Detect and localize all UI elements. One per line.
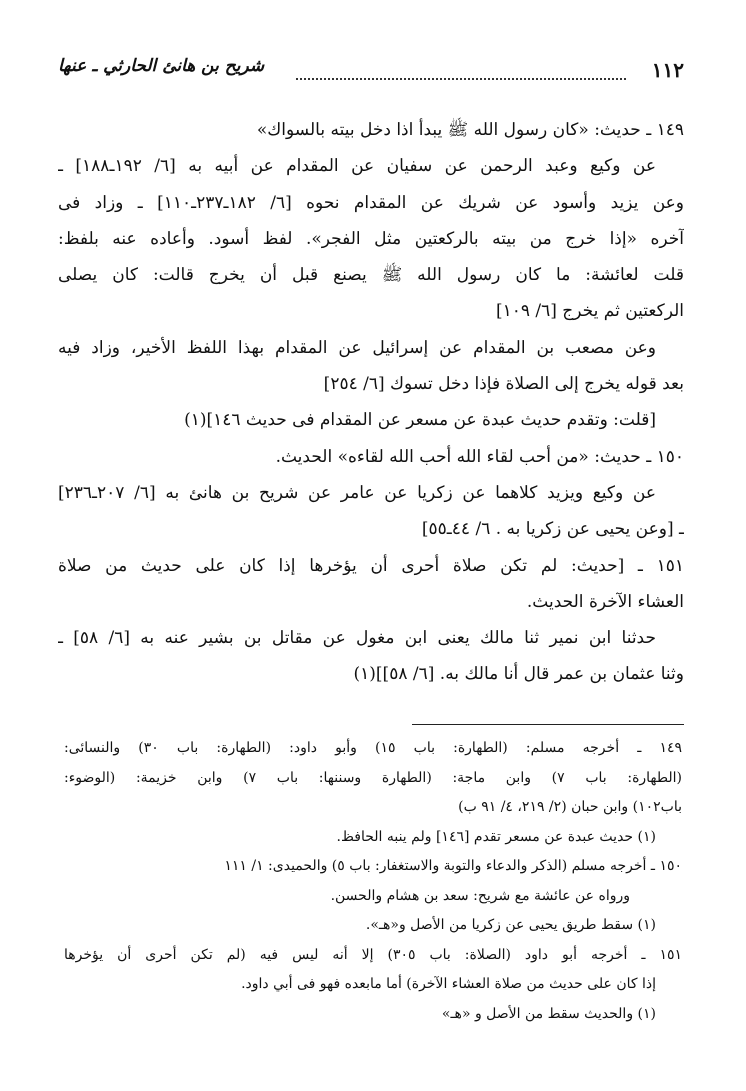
text-line: حدثنا ابن نمير ثنا مالك يعنى ابن مغول عن مقاتل بن بشير عنه به [٦/ ٥٨] ـ <box>58 628 656 649</box>
hadith-151-heading: ١٥١ ـ [حديث: لم تكن صلاة أحرى أن يؤخرها إذا كان على حديث من صلاة <box>58 555 684 576</box>
header-dotted-leader <box>296 78 626 80</box>
text-line: العشاء الآخرة الحديث. <box>526 591 684 612</box>
text-line: قلت لعائشة: ما كان رسول الله ﷺ يصنع قبل أن يخرج قالت: كان يصلى <box>58 265 684 286</box>
text-line: عن وكيع وعبد الرحمن عن سفيان عن المقدام عن أبيه به [٦/ ١٩٢ـ١٨٨] ـ <box>58 156 656 177</box>
footnote-line: إذا كان على حديث من صلاة العشاء الآخرة) أما مابعده فهو فى أبي داود. <box>241 976 656 992</box>
hadith-150-heading: ١٥٠ ـ حديث: «من أحب لقاء الله أحب الله لقاءه» الحديث. <box>275 446 684 467</box>
main-text <box>58 112 684 693</box>
text-line: ـ [وعن يحيى عن زكريا به . ٦/ ٤٤ـ٥٥] <box>421 519 684 540</box>
text-line: وثنا عثمان بن عمر قال أنا مالك به. [٦/ ٥٨]](١) <box>353 664 684 685</box>
text-line: الركعتين ثم يخرج [٦/ ١٠٩] <box>495 301 684 322</box>
footnote-line: (١) سقط طريق يحيى عن زكريا من الأصل و«هـ». <box>365 917 656 933</box>
hadith-149-heading: ١٤٩ ـ حديث: «كان رسول الله ﷺ يبدأ اذا دخل بيته بالسواك» <box>256 120 684 140</box>
footnote-line: ١٥٠ ـ أخرجه مسلم (الذكر والدعاء والتوبة والاستغفار: باب ٥) والحميدى: ١/ ١١١ <box>224 858 682 874</box>
footnotes <box>64 734 682 1029</box>
footnote-line: (١) والحديث سقط من الأصل و «هـ» <box>441 1005 656 1022</box>
footnote-line: ١٤٩ ـ أخرجه مسلم: (الطهارة: باب ١٥) وأبو داود: (الطهارة: باب ٣٠) والنسائى: <box>64 740 682 756</box>
text-line: بعد قوله يخرج إلى الصلاة فإذا دخل تسوك [٦/ ٢٥٤] <box>323 374 684 395</box>
text-line: وعن يزيد وأسود عن شريك عن المقدام نحوه [٦/ ١٨٢ـ٢٣٧ـ١١٠] ـ وزاد فى <box>58 192 684 213</box>
text-line: عن وكيع ويزيد كلاهما عن زكريا عن عامر عن شريح بن هانئ به [٦/ ٢٠٧ـ٢٣٦] <box>58 482 656 503</box>
editor-note-line: [قلت: وتقدم حديث عبدة عن مسعر عن المقدام فى حديث ١٤٦](١) <box>184 410 656 431</box>
footnote-line: ١٥١ ـ أخرجه أبو داود (الصلاة: باب ٣٠٥) إلا أنه ليس فيه (لم تكن أحرى أن يؤخرها <box>64 946 682 963</box>
footnote-line: (الطهارة: باب ٧) وابن ماجة: (الطهارة وسننها: باب ٧) وابن خزيمة: (الوضوء: <box>64 769 682 786</box>
footnote-line: ورواه عن عائشة مع شريح: سعد بن هشام والحسن. <box>330 887 630 904</box>
footnote-line: (١) حديث عبدة عن مسعر تقدم [١٤٦] ولم ينبه الحافظ. <box>336 828 656 845</box>
page-number: ١١٢ <box>651 58 684 82</box>
chapter-title: شريح بن هانئ الحارثي ـ عنها <box>58 56 265 76</box>
text-line: آخره «إذا خرج من بيته بالركعتين مثل الفجر». لفظ أسود. وأعاده عنه بلفظ: <box>58 228 684 249</box>
footnote-line: باب١٠٢) وابن حبان (٢/ ٢١٩، ٤/ ٩١ ب) <box>458 799 682 815</box>
text-line: وعن مصعب بن المقدام عن إسرائيل عن المقدام بهذا اللفظ الأخير، وزاد فيه <box>58 337 656 358</box>
running-head <box>58 50 684 90</box>
footnote-separator <box>412 724 684 725</box>
